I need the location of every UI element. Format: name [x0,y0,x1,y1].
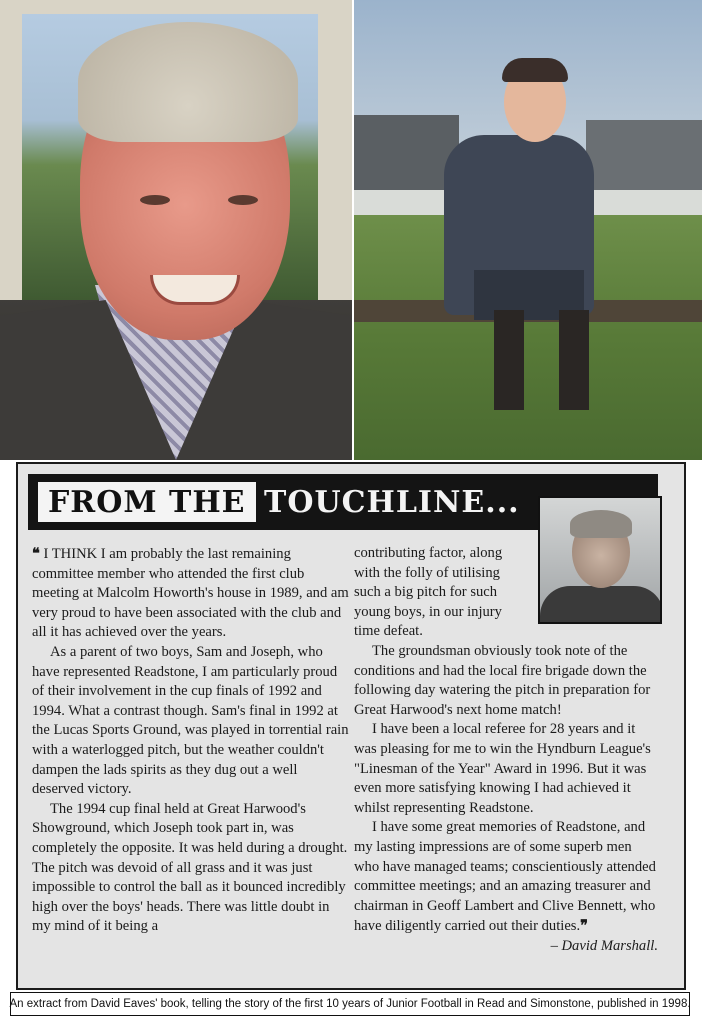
boy-cap [502,58,568,82]
headline-left-box [36,480,258,524]
inset-hair [570,510,632,538]
paragraph-text: I have some great memories of Readstone, and my lasting impressions are of some superb men who have managed teams; conscientiously attended committee meetings; and an amazing treasurer and chairman in Geoff Lambert and Clive Bennett, who have diligently carried out their duties. [354,819,656,935]
paragraph: I have been a local referee for 28 years and it was pleasing for me to win the Hyndburn League's "Linesman of the Year" Award in 1996. But it was even more satisfying knowing I had achieved it whilst representing Readstone. [354,721,651,816]
paragraph: The groundsman obviously took note of the conditions and had the local fire brigade down the following day watering the pitch in preparation for Great Harwood's next home match! [354,642,651,718]
paragraph-text: I THINK I am probably the last remaining committee member who attended the first club meeting at Malcolm Howorth's house in 1989, and am very proud to have been associated with the club and all it has achieved over the years. [32,546,349,641]
paragraph [32,544,350,643]
headline-left: FROM THE [48,484,246,520]
window-frame-left [0,0,22,300]
paragraph: The 1994 cup final held at Great Harwood's Showground, which Joseph took part in, was completely the opposite. It was held during a drought. The pitch was devoid of all grass and it was just impossible to control the ball as it bounced incredibly high over the boys' heads. There was little doubt in my mind of it being a [32,800,348,935]
caption-box [10,992,690,1016]
article-panel [16,462,686,990]
photo-boy-on-fence [354,0,702,460]
window-frame-right [318,0,352,300]
boy-right-leg [559,310,589,410]
article-right-column [354,544,658,956]
boy-left-leg [494,310,524,410]
paragraph: contributing factor, along with the folly of utilising such a big pitch for such young boys, in our injury time defeat. [354,545,503,640]
paragraph: As a parent of two boys, Sam and Joseph, who have represented Readstone, I am particularly proud of their involvement in the cup finals of 1992 and 1994. What a contrast though. Sam's final in 1992 at the Lucas Sports Ground, was played in torrential rain with a waterlogged pitch, but the weather couldn't dampen the lads spirits as they dug out a well deserved victory. [32,643,349,798]
man-grey-hair [78,22,298,142]
man-right-eye [228,195,258,205]
article-left-column [32,544,350,937]
headline-right: TOUCHLINE... [264,484,520,520]
photo-older-man [0,0,352,460]
paragraph [354,818,658,937]
window-frame-top [0,0,352,14]
signature: – David Marshall. [550,937,658,954]
headline-right-box [264,480,520,524]
caption-text: An extract from David Eaves' book, telling the story of the first 10 years of Junior Football in Read and Simonstone, published in 1998. [9,998,691,1010]
quote-close-mark: ❞ [580,917,588,935]
man-left-eye [140,195,170,205]
quote-open-mark: ❝ [32,545,40,562]
